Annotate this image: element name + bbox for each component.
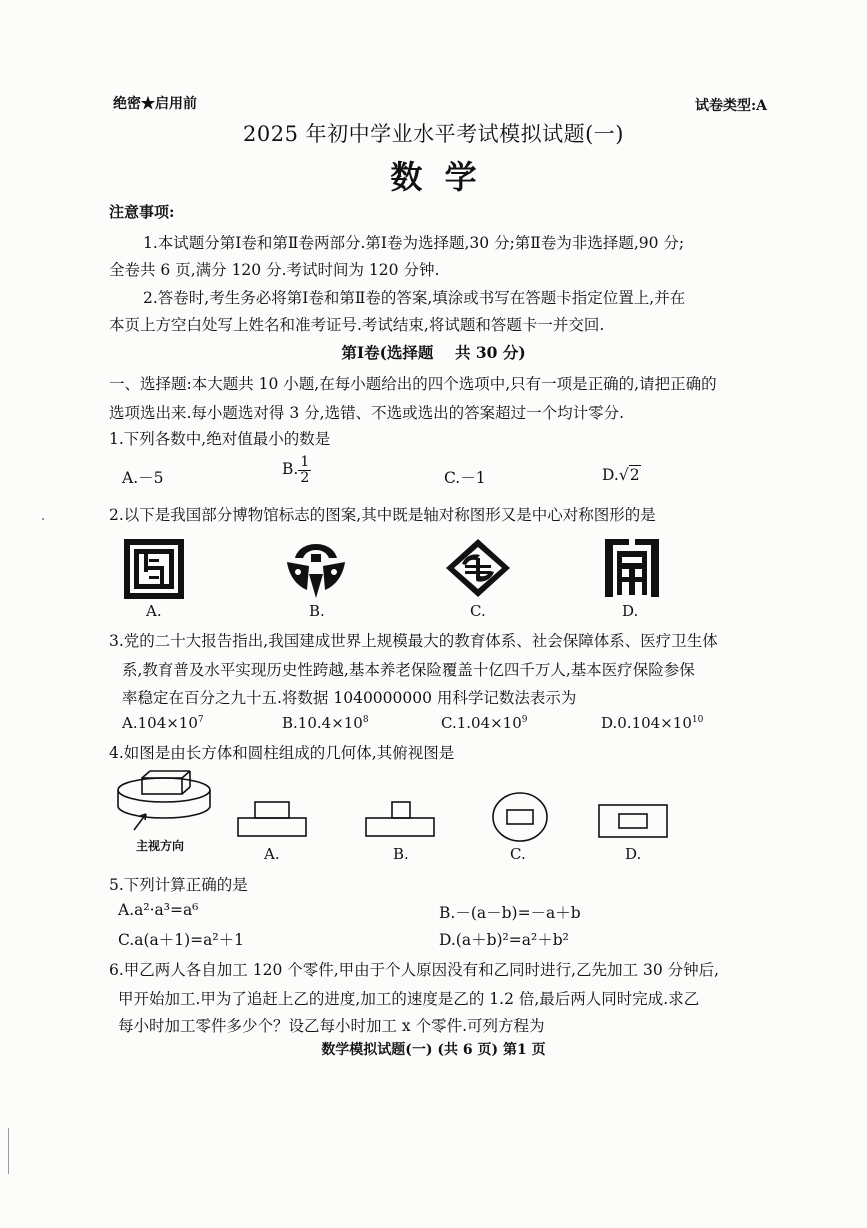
q1-option-d: D.√2: [602, 466, 640, 484]
notice-item1-line2: 全卷共 6 页,满分 120 分.考试时间为 120 分钟.: [109, 261, 440, 279]
q3-line3: 率稳定在百分之九十五.将数据 1040000000 用科学记数法表示为: [122, 689, 577, 707]
scan-dot: [42, 518, 44, 520]
geometry-solid-figure: [112, 768, 218, 832]
q1-option-c: C.－1: [444, 469, 486, 487]
museum-logo-c-icon: [443, 536, 513, 600]
q5-option-d: D.(a＋b)²=a²＋b²: [439, 931, 569, 949]
q3-option-c: $C.1.04\times 10^9$: [441, 714, 528, 732]
museum-logo-d-icon: [603, 535, 661, 601]
top-view-option-b-figure: [364, 800, 436, 838]
q5-stem: 5.下列计算正确的是: [109, 876, 248, 894]
museum-logo-a-icon: [122, 537, 186, 601]
q2-label-c: C.: [470, 602, 486, 620]
q3-line1: 3.党的二十大报告指出,我国建成世界上规模最大的教育体系、社会保障体系、医疗卫生体: [109, 632, 718, 650]
top-view-option-a-figure: [236, 800, 308, 838]
subject-title: 数 学: [390, 158, 477, 196]
front-view-direction-label: 主视方向: [136, 839, 185, 853]
secret-label: 绝密★启用前: [113, 96, 197, 112]
q4-label-c: C.: [510, 845, 526, 863]
notice-title: 注意事项:: [109, 203, 175, 221]
q4-label-d: D.: [625, 845, 642, 863]
q6-line3: 每小时加工零件多少个？设乙每小时加工 x 个零件.可列方程为: [118, 1017, 545, 1035]
paper-type: 试卷类型:A: [694, 98, 767, 114]
q5-option-a: A.a²·a³=a⁶: [118, 901, 199, 919]
q3-option-b: $B.10.4\times 10^8$: [282, 714, 369, 732]
q1-option-a: A.－5: [122, 469, 164, 487]
notice-item2-line2: 本页上方空白处写上姓名和准考证号.考试结束,将试题和答题卡一并交回.: [109, 316, 605, 334]
q3-line2: 系,教育普及水平实现历史性跨越,基本养老保险覆盖十亿四千万人,基本医疗保险参保: [122, 661, 695, 679]
q2-label-b: B.: [309, 602, 325, 620]
q4-stem: 4.如图是由长方体和圆柱组成的几何体,其俯视图是: [109, 744, 455, 762]
q4-label-b: B.: [393, 845, 409, 863]
q2-label-d: D.: [622, 602, 639, 620]
q5-option-b: B.－(a－b)=－a＋b: [439, 904, 581, 922]
section1-intro-line2: 选项选出来.每小题选对得 3 分,选错、不选或选出的答案超过一个均计零分.: [109, 404, 624, 422]
q2-stem: 2.以下是我国部分博物馆标志的图案,其中既是轴对称图形又是中心对称图形的是: [109, 506, 656, 524]
top-view-option-c-figure: [490, 790, 550, 844]
q2-label-a: A.: [146, 602, 162, 620]
page-footer: 数学模拟试题(一) (共 6 页) 第1 页: [321, 1042, 546, 1058]
q1-option-b: B. $\frac{1}{2}$: [282, 454, 310, 486]
notice-item1-line1: 1.本试题分第Ⅰ卷和第Ⅱ卷两部分.第Ⅰ卷为选择题,30 分;第Ⅱ卷为非选择题,90 分;: [143, 234, 685, 252]
q1-stem: 1.下列各数中,绝对值最小的数是: [109, 430, 331, 448]
section1-title: 第Ⅰ卷(选择题 共 30 分): [341, 343, 526, 362]
museum-logo-b-icon: [283, 540, 349, 600]
q4-label-a: A.: [264, 845, 280, 863]
q3-option-d: $D.0.104\times 10^{10}$: [601, 714, 704, 732]
q6-line1: 6.甲乙两人各自加工 120 个零件,甲由于个人原因没有和乙同时进行,乙先加工 30 分钟后,: [109, 961, 720, 979]
scan-edge-line: [8, 1128, 9, 1174]
q6-line2: 甲开始加工.甲为了追赶上乙的进度,加工的速度是乙的 1.2 倍,最后两人同时完成.求乙: [118, 990, 700, 1008]
top-view-option-d-figure: [597, 803, 669, 839]
q5-option-c: C.a(a＋1)=a²＋1: [118, 931, 244, 949]
section1-intro-line1: 一、选择题:本大题共 10 小题,在每小题给出的四个选项中,只有一项是正确的,请把正确的: [109, 375, 717, 393]
notice-item2-line1: 2.答卷时,考生务必将第Ⅰ卷和第Ⅱ卷的答案,填涂或书写在答题卡指定位置上,并在: [143, 289, 686, 307]
q3-option-a: $A.104\times 10^7$: [122, 714, 204, 732]
exam-title: 2025 年初中学业水平考试模拟试题(一): [242, 122, 624, 146]
